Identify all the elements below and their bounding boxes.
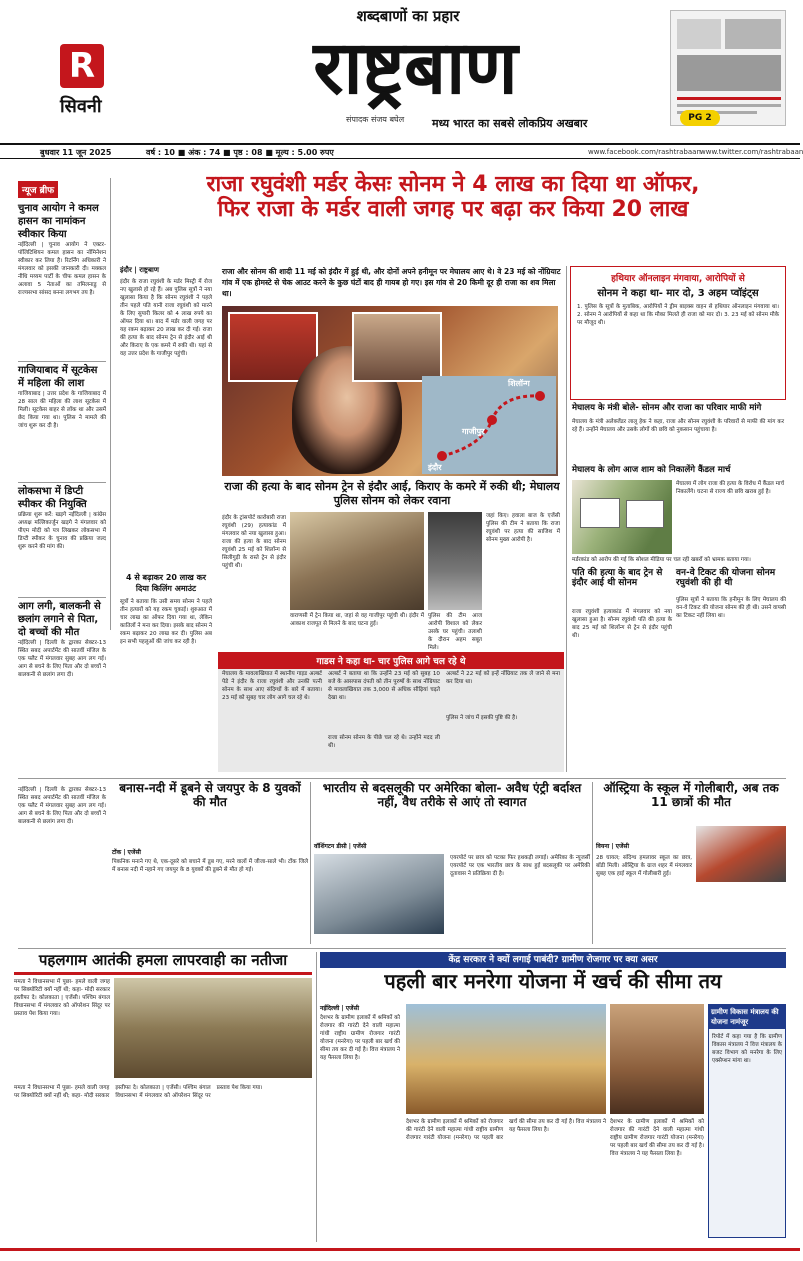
mgnrega-body: देशभर के ग्रामीण इलाकों में श्रमिकों को रोजगार की गारंटी देने वाली महात्मा गांधी राष्ट्रीय ग्रामीण रोजगार गारंटी योजना (मनरेगा) पर पहली बार खर्च की सीमा तय कर दी गई है। वित्त मंत्रालय ने यह फैसला लिया है। (320, 1015, 400, 1061)
minister-headline[interactable]: मेघालय के मंत्री बोले- सोनम और राजा का परिवार माफी मांगे (572, 403, 762, 413)
story-mgnrega (320, 952, 786, 1242)
pahalgam-headline[interactable]: पहलगाम आतंकी हमला लापरवाही का नतीजा (14, 952, 312, 975)
city-label: सिवनी (60, 96, 102, 117)
masthead-title: राष्ट्रबाण (313, 25, 517, 111)
editor-line: संपादक संजय बघेल (346, 115, 405, 124)
masthead (0, 0, 800, 140)
minister-body: मेघालय के मंत्री अलेक्जेंडर लालू हेक ने कहा, राजा और सोनम रघुवंशी के परिवारों से माफी की मांग कर रहे हैं। उन्होंने मेघालय और उसके लोगों की छवि को नुकसान पहुंचाया है। (572, 419, 784, 433)
us-headline[interactable]: भारतीय से बदसलूकी पर अमेरिका बोला- अवैध एंट्री बर्दाश्त नहीं, वैध तरीके से आएं तो स्वागत (322, 781, 582, 809)
photo-headline[interactable]: राजा की हत्या के बाद सोनम ट्रेन से इंदौर आई, किराए के कमरे में रुकी थी; मेघालय पुलिस सोनम को लेकर रवाना (224, 480, 560, 507)
guide-story-title: गाडस ने कहा था- चार पुलिस आगे चल रहे थे (218, 652, 564, 669)
police-photo (290, 512, 424, 610)
austria-headline[interactable]: ऑस्ट्रिया के स्कूल में गोलीबारी, अब तक 11 छात्रों की मौत (603, 781, 779, 809)
oneway-headline[interactable]: वन-वे टिकट की योजना सोनम रघुवंशी की ही थी (676, 568, 776, 589)
bullet-item: अल्बर्ट ने बताया था कि उन्होंने 23 मई को सुबह 10 बजे के आसपास दंपती को तीन पुरुषों के साथ नोंग्रियाट से मावलाखियात तक 3,000 से अधिक सीढ़ियां चढ़ते देखा था। (328, 671, 440, 701)
austria-photo (696, 826, 786, 882)
lead-photo-collage (222, 306, 558, 476)
couple-photo (352, 312, 442, 382)
pahalgam-body-2: ममता ने विधानसभा में पूछा- हमले वाली जगह पर सिक्योरिटी क्यों नहीं थी; कहा- मोदी सरकार इस्तीफा दे। कोलकाता | एजेंसी। पश्चिम बंगाल विधानसभा में मंगलवार को ऑपरेशन सिंदूर पर प्रस्ताव पेश किया गया। (14, 1085, 263, 1099)
ministry-body: रिपोर्ट में कहा गया है कि ग्रामीण विकास मंत्रालय ने वित्त मंत्रालय के बजट विभाग को मनरेगा के लिए एक्सेप्शन मांगा था। (712, 1034, 782, 1064)
weapon-box-title: सोनम ने कहा था- मार दो, 3 अहम प्वॉइंट्स (597, 288, 759, 299)
candle-march-body: मेघालय में लोग राजा की हत्या के विरोध में कैंडल मार्च निकालेंगे। घटना से राज्य की छवि खराब हुई है। (676, 481, 784, 495)
lead-subhead: 4 से बढ़ाकर 20 लाख कर दिया किलिंग अमाउंट (125, 573, 207, 593)
candle-march-photo (572, 480, 672, 554)
weapon-box (570, 266, 786, 400)
austria-dateline: वियना | एजेंसी (596, 843, 630, 850)
logo: R (60, 44, 104, 88)
guide-bullets (328, 670, 560, 768)
ministry-sidebar (708, 1004, 786, 1238)
workers-photo (610, 1004, 704, 1114)
oneway-body: पुलिस सूत्रों ने बताया कि हनीमून के लिए मेघालय की वन-वे टिकट की योजना सोनम की ही थी। उसने वापसी का टिकट नहीं लिया था। (676, 597, 786, 619)
us-dateline: वॉशिंगटन डीसी | एजेंसी (314, 843, 367, 850)
twitter-link[interactable]: www.twitter.com/rashtrabaan (700, 148, 803, 156)
police-caption: वाराणसी में ट्रेन किया था, जहां से वह गाजीपुर पहुंची थी। इंदौर में आकाश राजपूत से मिलने के बाद घटना हुई। (290, 613, 424, 627)
lead-body-2: सूत्रों ने बताया कि उसी समय सोनम ने पहले तीन हत्यारों को यह रकम चुकाई। शुरुआत में चार लाख का ऑफर दिया गया था, लेकिन कातिलों ने मना कर दिया। इसके बाद सोनम ने रकम बढ़ाकर 20 लाख कर दी। पुलिस अब इन सभी पहलुओं की जांच कर रही है। (120, 599, 212, 645)
us-body: एयरपोर्ट पर छात्र को पटका फिर हथकड़ी लगाई। अमेरिका के न्यूजर्सी एयरपोर्ट पर एक भारतीय छात्र के साथ हुई बदसलूकी पर अमेरिकी दूतावास ने प्रतिक्रिया दी है। (450, 855, 590, 877)
mgnrega-body-3: देशभर के ग्रामीण इलाकों में श्रमिकों को रोजगार की गारंटी देने वाली महात्मा गांधी राष्ट्रीय ग्रामीण रोजगार गारंटी योजना (मनरेगा) पर पहली बार खर्च की सीमा तय कर दी गई है। वित्त मंत्रालय ने यह फैसला लिया है। (610, 1119, 704, 1157)
lead-summary: राजा और सोनम की शादी 11 मई को इंदौर में हुई थी, और दोनों अपने हनीमून पर मेघालय आए थे। वे 23 मई को नोंग्रियाट गांव में एक होमस्टे से चेक आउट करने के कुछ घंटों बाद ही गायब हो गए। इस गांव से 20 किमी दूर ही राजा का शव मिला था। (222, 267, 561, 298)
lead-headline[interactable]: राजा रघुवंशी मर्डर केसः सोनम ने 4 लाख का दिया था ऑफर, फिर राजा के मर्डर वाली जगह पर बढ़ा कर किया 20 लाख (206, 172, 700, 223)
brief-item: गाजियाबाद में सूटकेस में महिला की लाश गाजियाबाद | उत्तर प्रदेश के गाजियाबाद में 28 साल की महिला की लाश सूटकेस में मिली। सूटकेस बाहर से लॉक था और उसमें छेद किया गया था। पुलिस ने मामले की जांच शुरू कर दी है। (18, 361, 106, 480)
tagline: शब्दबाणों का प्रहार (356, 7, 460, 25)
accused-photo (428, 512, 482, 610)
date-bar (0, 143, 803, 159)
husband-headline[interactable]: पति की हत्या के बाद ट्रेन से इंदौर आई थी सोनम (572, 568, 663, 589)
map-label-shillong: शिलॉन्ग (508, 379, 530, 388)
assembly-photo (114, 978, 312, 1078)
lead-byline: इंदौर | राष्ट्रबाण (120, 266, 159, 274)
story-banas-river (112, 782, 308, 944)
story-us-student (314, 782, 590, 944)
candle-march-headline[interactable]: मेघालय के लोग आज शाम को निकालेंगे कैंडल मार्च (572, 465, 731, 475)
banas-dateline: टोंक | एजेंसी (112, 849, 141, 856)
weapon-box-tag: हथियार ऑनलाइन मंगवाया, आरोपियों से (611, 274, 745, 284)
brief-item: लोकसभा में डिप्टी स्पीकर की नियुक्ति प्रक्रिया शुरू करें: खड़गे नईदिल्ली | कांग्रेस अध्यक्ष मल्लिकार्जुन खड़गे ने मंगलवार को पीएम मोदी को पत्र लिखकर लोकसभा में डिप्टी स्पीकर के चुनाव की प्रक्रिया जल्द शुरू करने की मांग की। (18, 482, 106, 595)
guide-story-body: मेघालय के मावलाखियात में स्थानीय गाइड अल्बर्ट पेडे ने इंदौर के राजा रघुवंशी और उनकी पत्नी सोनम के साथ आए संदिग्धों के बारे में बताया। 23 मई को सुबह चार लोग आगे चल रहे थे। (222, 671, 322, 701)
lead-col-a: इंदौर के ट्रांसपोर्ट कारोबारी राजा रघुवंशी (29) हत्याकांड में मंगलवार को नया खुलासा हुआ। राजा की हत्या के बाद सोनम रघुवंशी 25 मई को शिलॉन्ग से सिलीगुड़ी के रास्ते ट्रेन से इंदौर पहुंची थी। (222, 515, 286, 569)
sidebar-overflow-text: नईदिल्ली | दिल्ली के द्वारका सेक्टर-13 स्थित सबद अपार्टमेंट की सातवीं मंजिल के एक फ्लैट में मंगलवार सुबह आग लग गई। आग से बचने के लिए पिता और दो बच्चों ने बालकनी से छलांग लगा दी। (18, 787, 106, 825)
banas-body: पिकनिक मनाने गए थे, एक-दूसरे को बचाने में डूब गए, मरने वालों में जीजा-साले भी। टोंक जिले में बनास नदी में नहाने गए जयपुर के 8 युवकों की डूबने से मौत हो गई। (112, 859, 308, 873)
page2-thumbnail[interactable] (670, 10, 786, 126)
issue-date: बुधवार 11 जून 2025 (40, 148, 112, 157)
lead-col-d: जहां किए। हवाला बाज के एजेंसी पुलिस की टीम ने बताया कि राजा रघुवंशी पर हत्या की साजिश में सोनम मुख्य आरोपी है। (486, 513, 560, 543)
mgnrega-headline[interactable]: पहली बार मनरेगा योजना में खर्च की सीमा तय (384, 969, 722, 993)
pg2-badge[interactable]: PG 2 (680, 110, 720, 126)
route-map (422, 376, 556, 474)
map-label-indore: इंदौर (428, 463, 442, 472)
bullet-item: अल्बर्ट ने 22 मई को इन्हें नोंग्रियाट तक ले जाने से मना कर दिया था। (446, 671, 560, 685)
guide-story-box (218, 652, 564, 772)
news-brief-sidebar (18, 178, 106, 678)
facebook-link[interactable]: www.facebook.com/rashtrabaan (588, 148, 701, 156)
mgnrega-photo (406, 1004, 606, 1114)
route-line (422, 376, 556, 474)
mgnrega-body-2: देशभर के ग्रामीण इलाकों में श्रमिकों को रोजगार की गारंटी देने वाली महात्मा गांधी राष्ट्रीय ग्रामीण रोजगार गारंटी योजना (मनरेगा) पर पहली बार खर्च की सीमा तय कर दी गई है। वित्त मंत्रालय ने यह फैसला लिया है। (406, 1119, 606, 1141)
map-label-ghazipur: गाजीपुर (462, 427, 485, 436)
brief-item: चुनाव आयोग ने कमल हासन का नामांकन स्वीकार किया नईदिल्ली | चुनाव आयोग ने एक्टर-पॉलिटिशियन कमल हासन का नॉमिनेशन स्वीकार कर लिया है। रिटर्निंग अधिकारी ने मंगलवार को इसकी जानकारी दी। मक्कल नीधि मय्यम पार्टी के चीफ कमल हासन के अलावा 5 नेताओं का तमिलनाडु से राज्यसभा सांसद बनना लगभग तय है। (18, 203, 106, 296)
ministry-headline[interactable]: ग्रामीण विकास मंत्रालय की योजना नामंजूर (709, 1005, 785, 1029)
mgnrega-kicker: केंद्र सरकार ने क्यों लगाई पाबंदी? ग्रामीण रोजगार पर क्या असर (320, 952, 786, 968)
lead-body: इंदौर के राजा रघुवंशी के मर्डर मिस्ट्री में रोज नए खुलासे हो रहे हैं। अब पुलिस सूत्रों ने नया खुलासा किया है कि सोनम रघुवंशी ने पहले तीन पहले पति यानी राजा रघुवंशी को मारने के लिए सुपारी किलर को 4 लाख रुपये का ऑफर दिया था। बाद में मर्डर वाली जगह पर यह रकम बढ़ाकर 20 लाख कर दी गई। राजा की हत्या के बाद सोनम ट्रेन से इंदौर आई थी और किराए के एक कमरे में रुकी थी। यहां से वह उत्तर प्रदेश के गाजीपुर पहुंची। (120, 279, 212, 357)
issue-meta: वर्ष : 10 ■ अंक : 74 ■ पृष्ठ : 08 ■ मूल्य : 5.00 रुपए (146, 148, 334, 157)
mgnrega-dateline: नईदिल्ली | एजेंसी (320, 1005, 360, 1012)
banas-headline[interactable]: बनास-नदी में डूबने से जयपुर के 8 युवकों की मौत (119, 781, 301, 809)
lead-col-c: पुलिस की टीम आज आरोपी विशाल को लेकर उसके घर पहुंची। तलाशी के दौरान अहम सबूत मिले। (428, 613, 482, 651)
story-pahalgam (14, 952, 312, 1242)
austria-body: 28 घायल; संदिग्ध हमलावर स्कूल का छात्र, बॉडी मिली। ऑस्ट्रिया के ग्राज शहर में मंगलवार सुबह एक हाई स्कूल में गोलीबारी हुई। (596, 855, 692, 877)
story-austria-school (596, 782, 786, 944)
weapon-box-points: 1. पुलिस के सूत्रों के मुताबिक, आरोपियों ने ड्रीम बाइक्स वाहन से हथियार ऑनलाइन मंगवाया था। 2. सोनम ने आरोपियों से कहा था कि मौका मिलते ही राजा को मार दो। 3. 23 मई को सोनम मौके पर मौजूद थी। (577, 304, 779, 326)
airport-photo (314, 854, 444, 934)
bullet-item: पुलिस ने जांच में इसकी पुष्टि की है। (446, 715, 518, 721)
bullet-item: राजा सोनम सोनम के पीछे चल रहे थे। उन्होंने मदद ली थी। (328, 735, 440, 749)
pahalgam-body: ममता ने विधानसभा में पूछा- हमले वाली जगह पर सिक्योरिटी क्यों नहीं थी; कहा- मोदी सरकार इस्तीफा दे। कोलकाता | एजेंसी। पश्चिम बंगाल विधानसभा में मंगलवार को ऑपरेशन सिंदूर पर प्रस्ताव पेश किया गया। (14, 979, 110, 1017)
husband-body: राजा रघुवंशी हत्याकांड में मंगलवार को नया खुलासा हुआ है। सोनम रघुवंशी पति की हत्या के बाद 25 मई को शिलॉन्ग से ट्रेन से इंदौर पहुंची थी। (572, 609, 672, 639)
news-brief-tag: न्यूज ब्रीफ (18, 181, 58, 198)
slogan: मध्य भारत का सबसे लोकप्रिय अखबार (432, 117, 588, 130)
brief-item: आग लगी, बालकनी से छलांग लगाने से पिता, दो बच्चों की मौत नईदिल्ली | दिल्ली के द्वारका सेक्टर-13 स्थित सबद अपार्टमेंट की सातवीं मंजिल के एक फ्लैट में मंगलवार सुबह आग लग गई। आग से बचने के लिए पिता और दो बच्चों ने बालकनी से छलांग लगा दी। (18, 597, 106, 719)
candle-march-caption: मर्डरकांड को आरोप की गई कि सोशल मीडिया पर चल रही खबरों को भ्रामक बताया गया। (572, 557, 751, 563)
